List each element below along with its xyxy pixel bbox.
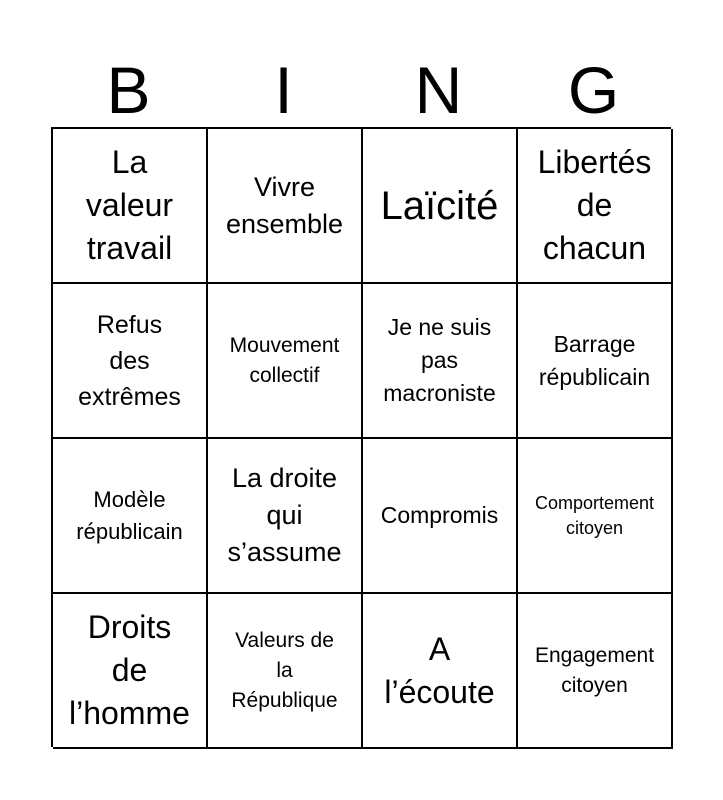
bingo-cell-9[interactable] xyxy=(53,439,208,594)
cell-label: Compromis xyxy=(380,502,499,528)
bingo-cell-10[interactable] xyxy=(208,439,363,594)
bingo-cell-8[interactable] xyxy=(518,284,673,439)
header-letter-n: N xyxy=(414,53,463,127)
cell-label: Engagement citoyen xyxy=(534,643,655,697)
bingo-cell-15[interactable] xyxy=(363,594,518,749)
header-letter-b: B xyxy=(106,53,151,127)
bingo-cell-1[interactable] xyxy=(53,129,208,284)
bingo-cell-11[interactable] xyxy=(363,439,518,594)
header-letter-i: I xyxy=(274,53,293,127)
bingo-cell-7[interactable] xyxy=(363,284,518,439)
cell-label: Libertés de chacun xyxy=(537,144,652,266)
bingo-cell-2[interactable] xyxy=(208,129,363,284)
bingo-cell-6[interactable] xyxy=(208,284,363,439)
cell-label: Refus des extrêmes xyxy=(78,310,181,411)
bingo-cell-14[interactable] xyxy=(208,594,363,749)
bingo-cell-3[interactable] xyxy=(363,129,518,284)
cell-label: Vivre ensemble xyxy=(225,171,344,239)
bingo-board xyxy=(51,127,671,747)
cell-label: Modèle républicain xyxy=(76,486,183,544)
bingo-cell-12[interactable] xyxy=(518,439,673,594)
cell-label: Valeurs de la République xyxy=(231,628,338,712)
cell-label: Barrage républicain xyxy=(538,330,651,390)
cell-label: Comportement citoyen xyxy=(534,492,655,538)
cell-label: La droite qui s’assume xyxy=(227,463,342,567)
bingo-header xyxy=(51,52,671,128)
cell-label: A l’écoute xyxy=(384,630,495,710)
cell-label: Je ne suis pas macroniste xyxy=(383,314,496,406)
bingo-cell-16[interactable] xyxy=(518,594,673,749)
header-letter-g: G xyxy=(567,53,620,127)
cell-label: La valeur travail xyxy=(85,144,174,266)
bingo-cell-13[interactable] xyxy=(53,594,208,749)
cell-label: Mouvement collectif xyxy=(229,333,340,387)
bingo-cell-5[interactable] xyxy=(53,284,208,439)
cell-label: Laïcité xyxy=(380,183,499,228)
cell-label: Droits de l’homme xyxy=(69,609,190,731)
bingo-cell-4[interactable] xyxy=(518,129,673,284)
